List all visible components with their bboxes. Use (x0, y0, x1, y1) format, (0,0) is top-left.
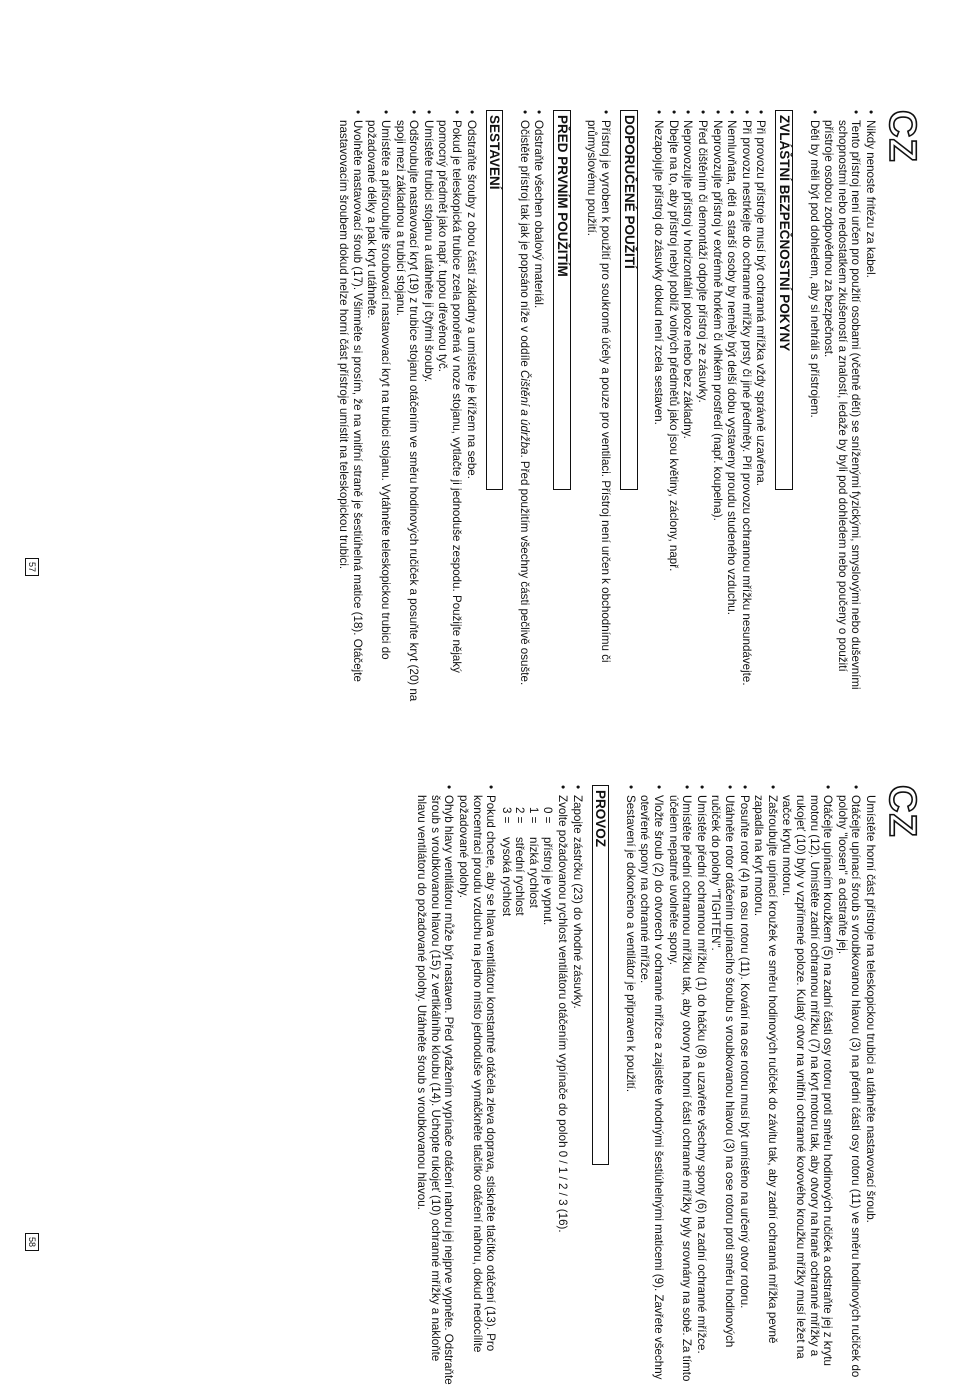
speed-key: 2 = (513, 807, 527, 824)
list-item: • Před čištěním či demontáží odpojte přístroj ze zásuvky. (695, 110, 709, 710)
speed-key: 1 = (526, 807, 540, 824)
speed-label: nízká rychlost (526, 837, 540, 908)
cross-reference: Čištění a údržba (517, 370, 531, 455)
list-item: • Sestavení je dokončeno a ventilátor je připraven k použití. (623, 785, 637, 1385)
speed-label: střední rychlost (513, 837, 527, 916)
list-item: Umístěte horní část přístroje na teleskopickou trubici a utáhněte nastavovací šroub. (864, 795, 877, 1223)
section-heading-assembly: SESTAVENÍ (486, 110, 504, 490)
text: Zvolte požadovanou rychlost ventilátoru otáčením vypínače do poloh 0 / 1 / 2 / 3 (16). (556, 795, 570, 1233)
text: Očistěte přístroj tak jak je popsáno níže v oddíle (517, 120, 531, 371)
language-label: CZ (881, 110, 923, 163)
list-item: • Odstraňte všechen obalový materiál. (532, 110, 546, 710)
list-item: • Zapojte zástrčku (23) do vhodné zásuvky. (570, 785, 584, 1385)
page-58-content (401, 785, 877, 1385)
page-58 (27, 785, 923, 1385)
speed-row (540, 807, 554, 1385)
page-57-content (323, 110, 877, 710)
list-item: • Nezapojujte přístroj do zásuvky dokud není zcela sestaven. (652, 110, 666, 710)
list-item: • Umístěte přední ochrannou mřížku (1) do háčku (8) a uzavřete všechny spony (6) na zadní ochranné mřížce. (694, 785, 708, 1385)
list-item: • Umístěte přední ochrannou mřížku tak, aby otvory na horní části ochranné mřížky byly srovnány na sobě. Za tímto účelem nepatrně uvolněte spony. (666, 785, 693, 1385)
section-heading-operation: PROVOZ (592, 785, 610, 1165)
intro-list (807, 110, 877, 710)
list-item: • Dbejte na to, aby přístroj nebyl poblíž volných předmětů jako jsou květiny, záclony, např. (666, 110, 680, 710)
language-label: CZ (881, 785, 923, 838)
text: . Před použitím všechny části pečlivě osušte. (517, 454, 531, 686)
operation-list (415, 785, 584, 1385)
list-item: • Při provozu nestrkejte do ochranné mřížky prsty či jiné předměty. Při provozu ochrannou mřížku nesundávejte. (739, 110, 753, 710)
list-item: • Pokud chcete, aby se hlava ventilátoru konstantně otáčela zleva doprava, stiskněte tlačítko otáčení (13). Pro koncentraci proudu vzduchu na jedno místo jednoduše vymáčkněte tlačítko otáčení nahoru, dokud nedocílite požadované polohy. (456, 785, 497, 1385)
list-item: • Děti by měli být pod dohledem, aby si nehráli s přístrojem. (807, 110, 821, 710)
list-item: • Posuňte rotor (4) na osu rotoru (11). Kování na ose rotoru musí být umístěno na určený otvor rotoru. (737, 785, 751, 1385)
list-item: • Ohyb hlavy ventilátoru může být nastaven. Před vytažením vypínače otáčení nahoru jej nejprve vypněte. Odstraňte šroub s vroubkovanou hlavou (15) z vertikálního kloubu (14). Uchopte rukojeť (10) ochranné mřížky a nakloňte hlavu ventilátoru do požadované polohy. Utáhněte šroub s vroubkovanou hlavou. (415, 785, 456, 1385)
list-item: • Otáčejte upínacím kroužkem (5) na zadní části osy rotoru proti směru hodinových ručiček a odstraňte jej z krytu motoru (12). Umístěte zadní ochrannou mřížku (7) na kryt motoru tak, aby otvory na hraně ochranné mřížky a rukojeť (10) byly v vzpřímené poloze. Kulatý otvor na vnitřní ochranné kovového kroužku mřížky musí ležet na vačce krytu motoru. (780, 785, 834, 1385)
list-item: • Tento přístroj není určen pro použití osobami (včetně dětí) se sníženými fyzickými, smyslovými nebo duševními schopnostmi nebo nedostatkem zkušeností a znalostí, ledaže by byli pod dohledem nebo poučeny o použití přístroje osobou zodpovědnou za bezpečnost. (822, 110, 863, 710)
speed-row (499, 807, 513, 1385)
list-item (517, 110, 531, 710)
list-item: • Při provozu přístroje musí být ochranná mřížka vždy správně uzavřena. (754, 110, 768, 710)
speed-key: 3 = (499, 807, 513, 824)
list-item: • Utáhněte rotor otáčením upínacího šroubu s vroubkovanou hlavou (3) na ose rotoru proti směru hodinových ručiček do polohy "TIGHTEN". (709, 785, 736, 1385)
section-heading-first-use: PŘED PRVNÍM POUŽITÍM (553, 110, 571, 490)
list-item: • Vložte šroub (2) do otvorech v ochranné mřížce a zajistěte vhodnými šestiúhelnými maticemi (9). Zavřete všechny otevřené spony na ochranné mřížce. (638, 785, 665, 1385)
list-item: • Uvolněte nastavovací šroub (17). Všimněte si prosím, že na vnitřní straně je šestiúhelná matice (18). Otáčejte nastavovacím šroubem dokud nelze horní část přístroje umístit na teleskopickou trubici. (337, 110, 364, 710)
safety-list (652, 110, 768, 710)
list-item: • Zašroubujte upínací kroužek ve směru hodinových ručiček do závitu tak, aby zadní ochranná mřížka pevně zapadla na kryt motoru. (752, 785, 779, 1385)
list-item: • Odšroubujte nastavovací kryt (19) z trubice stojanu otáčením ve směru hodinových ručiček a posuňte kryt (20) na spoji mezi základnou a trubicí stojanu. (393, 110, 420, 710)
list-item: • Přístroj je vyroben k použití pro soukromé účely a pouze pro ventilaci. Přístroj není určen k obchodnímu či průmyslovému použití. (585, 110, 612, 710)
list-item: • Umístěte a přišroubujte šroubovací nastavovací kryt na trubici stojanu. Vytáhněte teleskopickou trubici do požadované délky a pak kryt utáhněte. (365, 110, 392, 710)
speed-row (526, 807, 540, 1385)
speed-key: 0 = (540, 807, 554, 824)
speed-label: vysoká rychlost (499, 837, 513, 917)
use-list (585, 110, 612, 710)
speed-settings (499, 807, 553, 1385)
list-item: • Odstraňte šrouby z obou částí základny a umístěte je křížem na sebe. (464, 110, 478, 710)
page-number: 57 (25, 558, 39, 576)
list-item: • Pokud je teleskopická trubice zcela ponořená v noze stojanu, vytlačte ji jednoduše zespodu. Použijte nějaký pomocný předmět jako např. tupou dřevěnou tyč. (436, 110, 463, 710)
assembly-continued-list (623, 785, 877, 1385)
page-number: 58 (25, 1233, 39, 1251)
assembly-list (337, 110, 478, 710)
list-item: • Nikdy nenoste fritézu za kabel. (863, 110, 877, 710)
speed-label: přístroj je vypnut. (540, 837, 554, 926)
page-57 (27, 110, 923, 710)
first-use-list (517, 110, 545, 710)
list-item: • Nemluvňata, děti a starší osoby by neměly být delší dobu vystaveny proudu studeného vzduchu. (725, 110, 739, 710)
speed-row (513, 807, 527, 1385)
list-item: • Otáčejte upínací šroub s vroubkovanou hlavou (3) na přední části osy rotoru (11) ve směru hodinových ručiček do polohy "loosen" a odstraňte jej. (835, 785, 862, 1385)
list-item: • Neprovozujte přístroj v horizontální poloze nebo bez základny. (681, 110, 695, 710)
list-item (499, 785, 569, 1385)
list-item: • Neprovozujte přístroj v extrémně horkém či vlhkém prostředí (např. koupelna). (710, 110, 724, 710)
section-heading-safety: ZVLÁŠTNÍ BEZPEČNOSTNÍ POKYNY (775, 110, 793, 490)
section-heading-use: DOPORUČENÉ POUŽITÍ (620, 110, 638, 490)
list-item: • Umístěte trubici stojanu a utáhněte ji čtyřmi šrouby. (421, 110, 435, 710)
